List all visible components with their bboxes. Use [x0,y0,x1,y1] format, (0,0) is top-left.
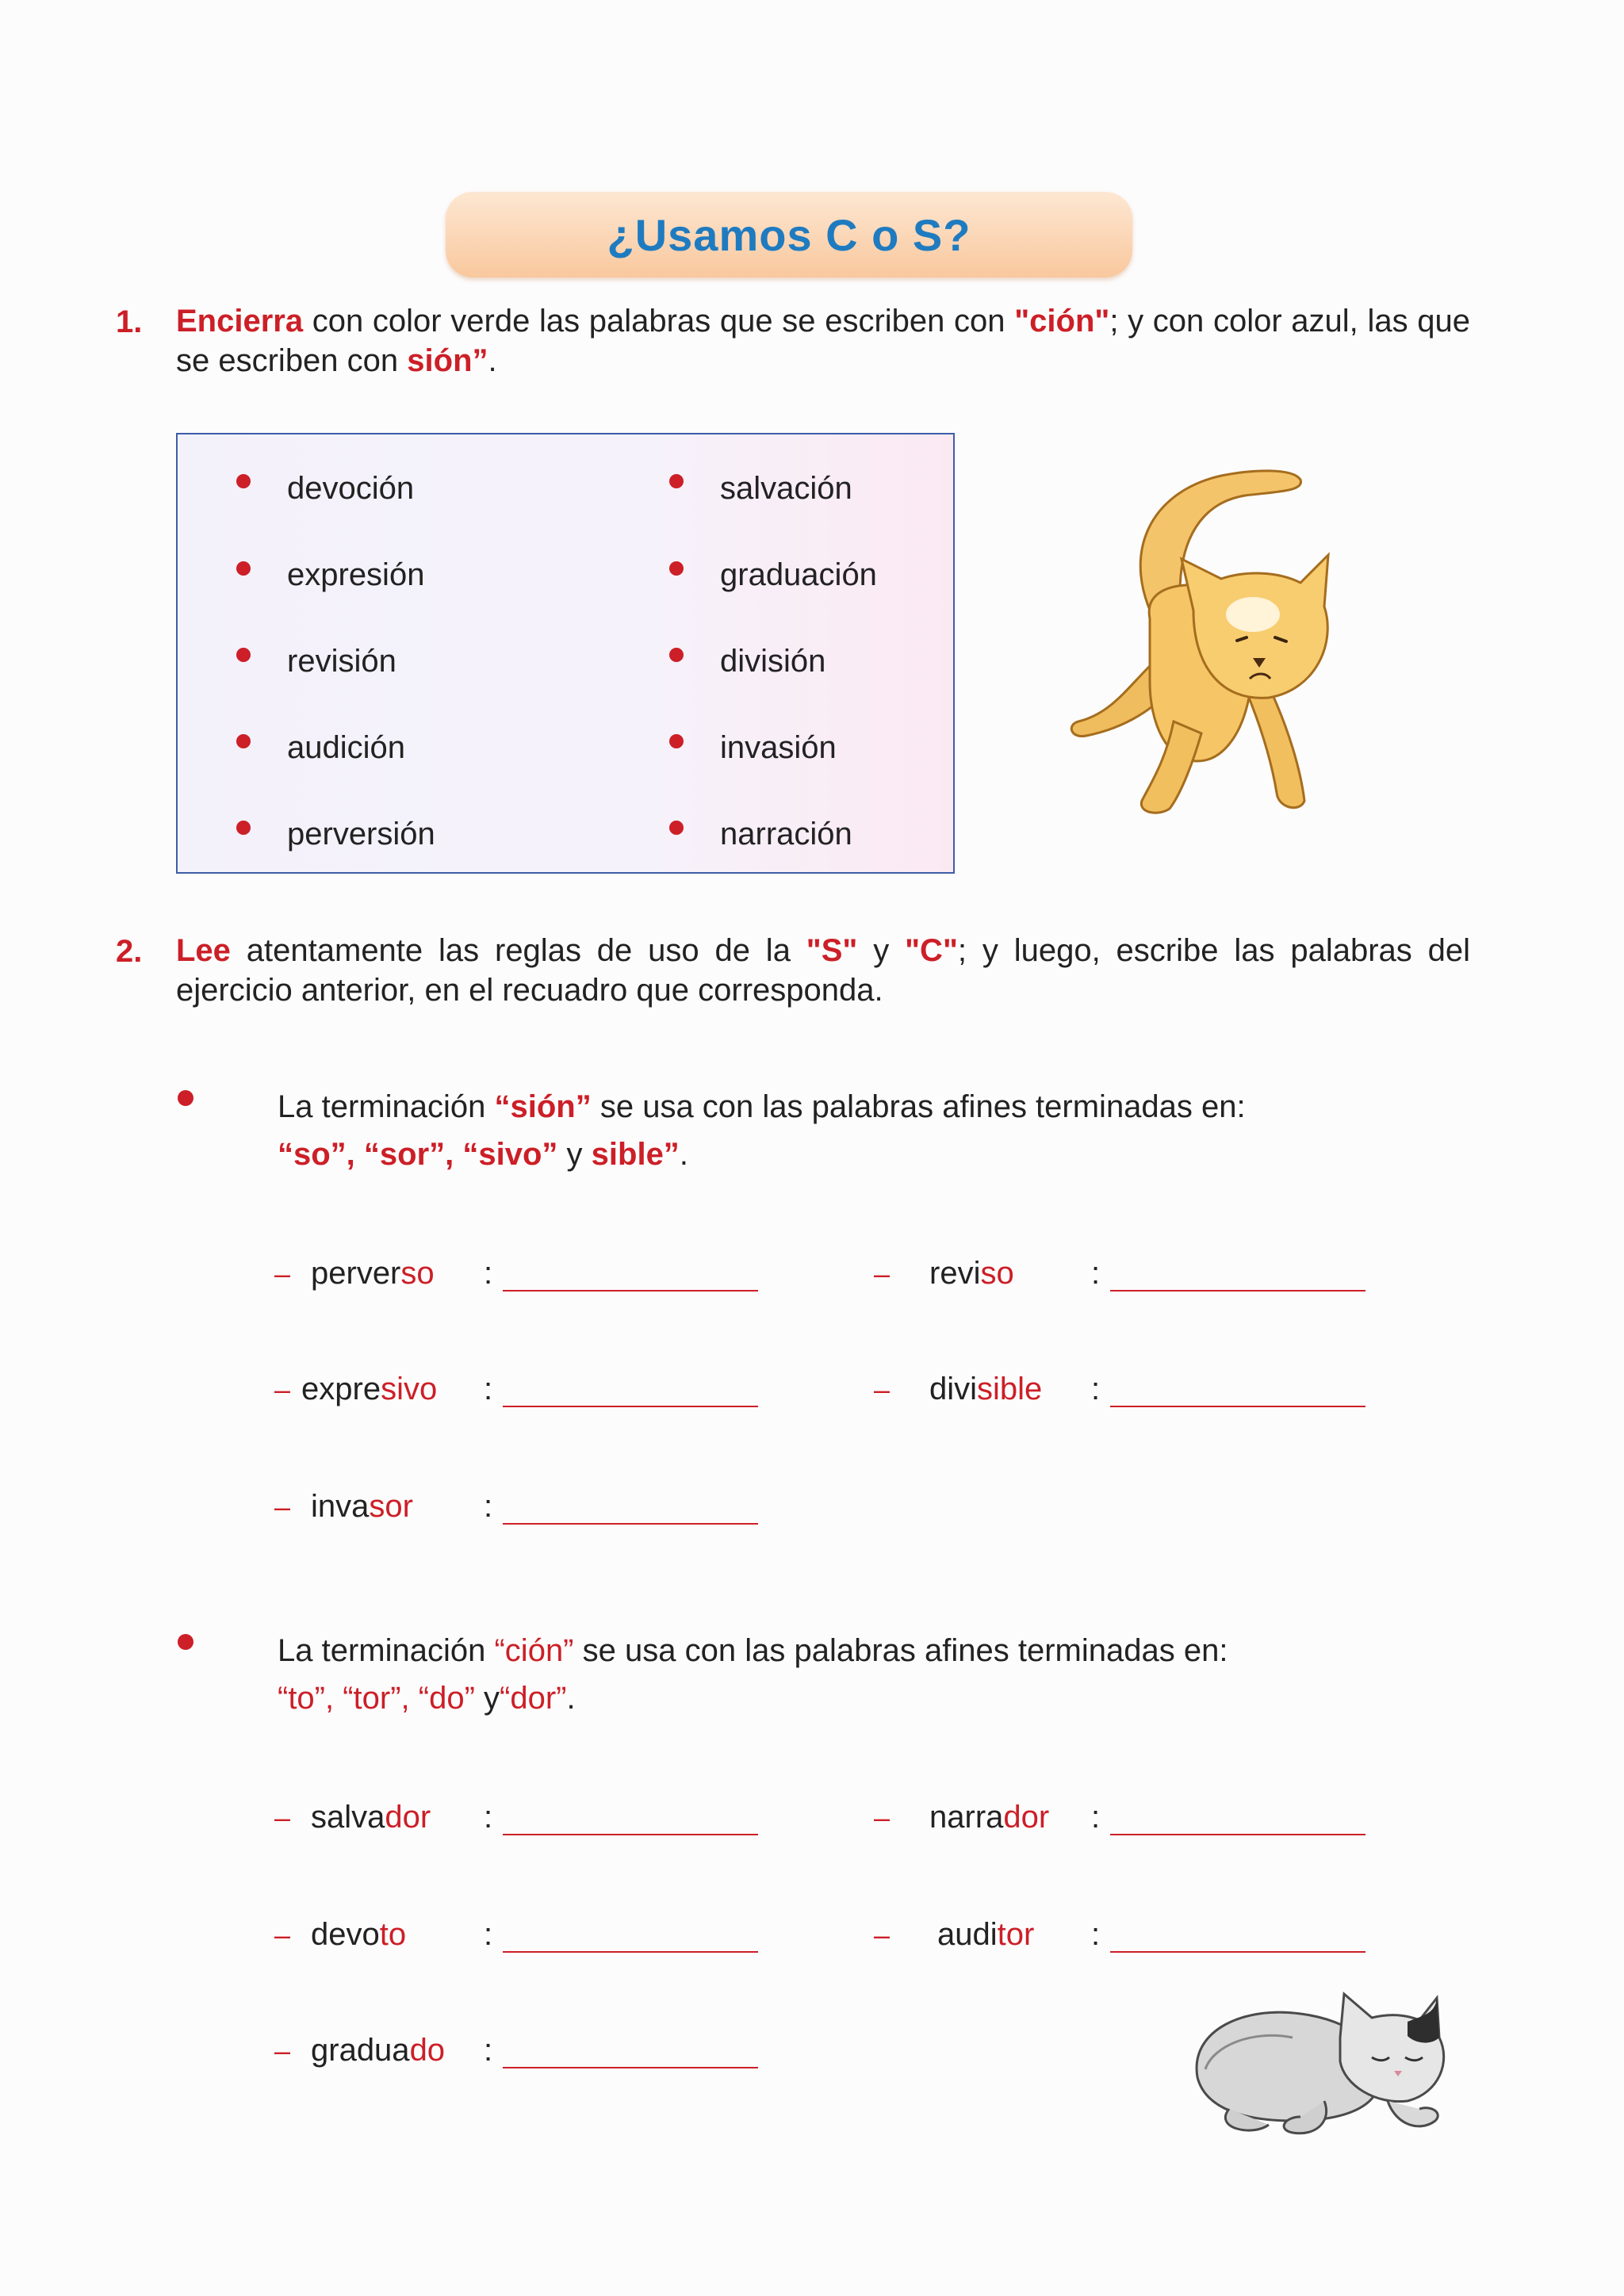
instruction-text: con color verde las palabras que se escriben con [303,304,1015,339]
fill-word [929,1256,1014,1292]
bullet-icon [178,1090,193,1106]
rule-text: y [557,1137,592,1172]
dash-mark: – [874,1919,891,1951]
word-ending: sible [977,1372,1043,1406]
bullet-icon [236,561,251,576]
answer-blank[interactable] [503,1406,758,1407]
rule-highlight: sible” [591,1137,680,1172]
standing-cat-icon [1063,460,1348,825]
answer-blank[interactable] [503,2067,758,2068]
bullet-icon [669,821,684,835]
exercise-1-number: 1. [116,304,143,339]
colon: : [484,2033,493,2068]
fill-word [311,1917,406,1953]
rule-text: La terminación [278,1633,495,1668]
dash-mark: – [274,1490,291,1523]
fill-word [929,1372,1042,1407]
instruction-text: y [857,933,906,968]
instruction-text: ; y con color azul, las que se escriben con [176,304,1470,378]
dash-mark: – [274,1919,291,1951]
fill-word [301,1372,437,1407]
colon: : [1091,1917,1101,1952]
word-item[interactable]: división [720,644,826,679]
answer-blank[interactable] [503,1951,758,1953]
word-ending: to [379,1917,407,1952]
fill-word [929,1800,1049,1835]
dash-mark: – [874,1257,891,1290]
bullet-icon [669,734,684,748]
instruction-highlight: "C" [905,933,958,968]
fill-word [937,1917,1034,1953]
dash-mark: – [874,1801,891,1834]
bullet-icon [236,734,251,748]
word-item[interactable]: audición [287,730,406,765]
exercise-2-instructions [176,931,1470,1010]
bullet-icon [236,648,251,662]
rule-highlight: “to”, “tor”, “do” [278,1681,475,1716]
sleeping-cat-icon [1182,1982,1451,2141]
word-item[interactable]: narración [720,817,852,851]
dash-mark: – [874,1373,891,1406]
page-title: ¿Usamos C o S? [607,209,971,260]
word-item[interactable]: devoción [287,471,415,506]
word-stem: inva [311,1489,370,1524]
word-ending: dor [1003,1800,1050,1835]
answer-blank[interactable] [1110,1951,1365,1953]
rule-sion-line-2 [278,1137,688,1173]
rule-text: . [679,1137,688,1172]
answer-blank[interactable] [503,1523,758,1525]
answer-blank[interactable] [1110,1406,1365,1407]
dash-mark: – [274,1257,291,1290]
word-ending: so [980,1256,1014,1291]
dash-mark: – [274,1373,291,1406]
word-stem: gradua [311,2033,410,2068]
instruction-text: atentamente las reglas de uso de la [230,933,806,968]
instruction-text: ; y luego, escribe las palabras del ejercicio anterior, en el recuadro que corresponda. [176,933,1470,1008]
instruction-text: . [488,343,497,378]
rule-cion-line-2 [278,1681,576,1716]
bullet-icon [236,474,251,488]
rule-highlight: “sión” [494,1089,592,1124]
rule-highlight: “so”, “sor”, “sivo” [278,1137,558,1172]
colon: : [484,1800,493,1835]
rule-text: y [474,1681,500,1716]
instruction-verb: Encierra [176,304,304,339]
word-stem: salva [311,1800,385,1835]
word-item[interactable]: expresión [287,557,425,592]
exercise-2-number: 2. [116,934,143,969]
word-stem: divi [929,1372,978,1406]
bullet-icon [669,561,684,576]
bullet-icon [236,821,251,835]
instruction-highlight: "S" [806,933,858,968]
rule-text: se usa con las palabras afines terminadas en: [573,1633,1228,1668]
word-stem: devo [311,1917,380,1952]
rule-text: La terminación [278,1089,495,1124]
bullet-icon [669,648,684,662]
rule-text: se usa con las palabras afines terminadas en: [591,1089,1246,1124]
colon: : [1091,1800,1101,1835]
dash-mark: – [274,1801,291,1834]
answer-blank[interactable] [503,1834,758,1835]
colon: : [484,1372,493,1406]
exercise-1-instructions [176,301,1470,381]
colon: : [484,1917,493,1952]
word-ending: sor [369,1489,413,1524]
dash-mark: – [274,2034,291,2067]
word-stem: narra [929,1800,1004,1835]
rule-highlight: “dor” [500,1681,567,1716]
answer-blank[interactable] [503,1290,758,1292]
word-item[interactable]: perversión [287,817,435,851]
word-box [176,433,955,874]
instruction-highlight: sión” [407,343,488,378]
fill-word [311,1800,431,1835]
answer-blank[interactable] [1110,1834,1365,1835]
word-item[interactable]: invasión [720,730,837,765]
rule-highlight: “ción” [494,1633,574,1668]
word-ending: so [400,1256,435,1291]
rule-sion-line-1 [278,1089,1246,1125]
rule-text: . [566,1681,576,1716]
word-item[interactable]: salvación [720,471,852,506]
instruction-verb: Lee [176,933,231,968]
colon: : [1091,1256,1101,1291]
instruction-highlight: "ción" [1014,304,1110,339]
word-item[interactable]: revisión [287,644,396,679]
rule-cion-line-1 [278,1633,1228,1669]
word-ending: do [409,2033,446,2068]
bullet-icon [669,474,684,488]
colon: : [484,1489,493,1524]
fill-word [311,2033,445,2068]
answer-blank[interactable] [1110,1290,1365,1292]
fill-word [311,1256,435,1292]
word-stem: expre [301,1372,381,1406]
fill-word [311,1489,413,1525]
word-stem: audi [937,1917,998,1952]
title-banner [446,192,1132,277]
word-ending: dor [385,1800,431,1835]
word-stem: revi [929,1256,981,1291]
bullet-icon [178,1634,193,1650]
word-item[interactable]: graduación [720,557,877,592]
word-stem: perver [311,1256,401,1291]
word-ending: tor [997,1917,1035,1952]
colon: : [484,1256,493,1291]
word-ending: sivo [381,1372,438,1406]
colon: : [1091,1372,1101,1406]
